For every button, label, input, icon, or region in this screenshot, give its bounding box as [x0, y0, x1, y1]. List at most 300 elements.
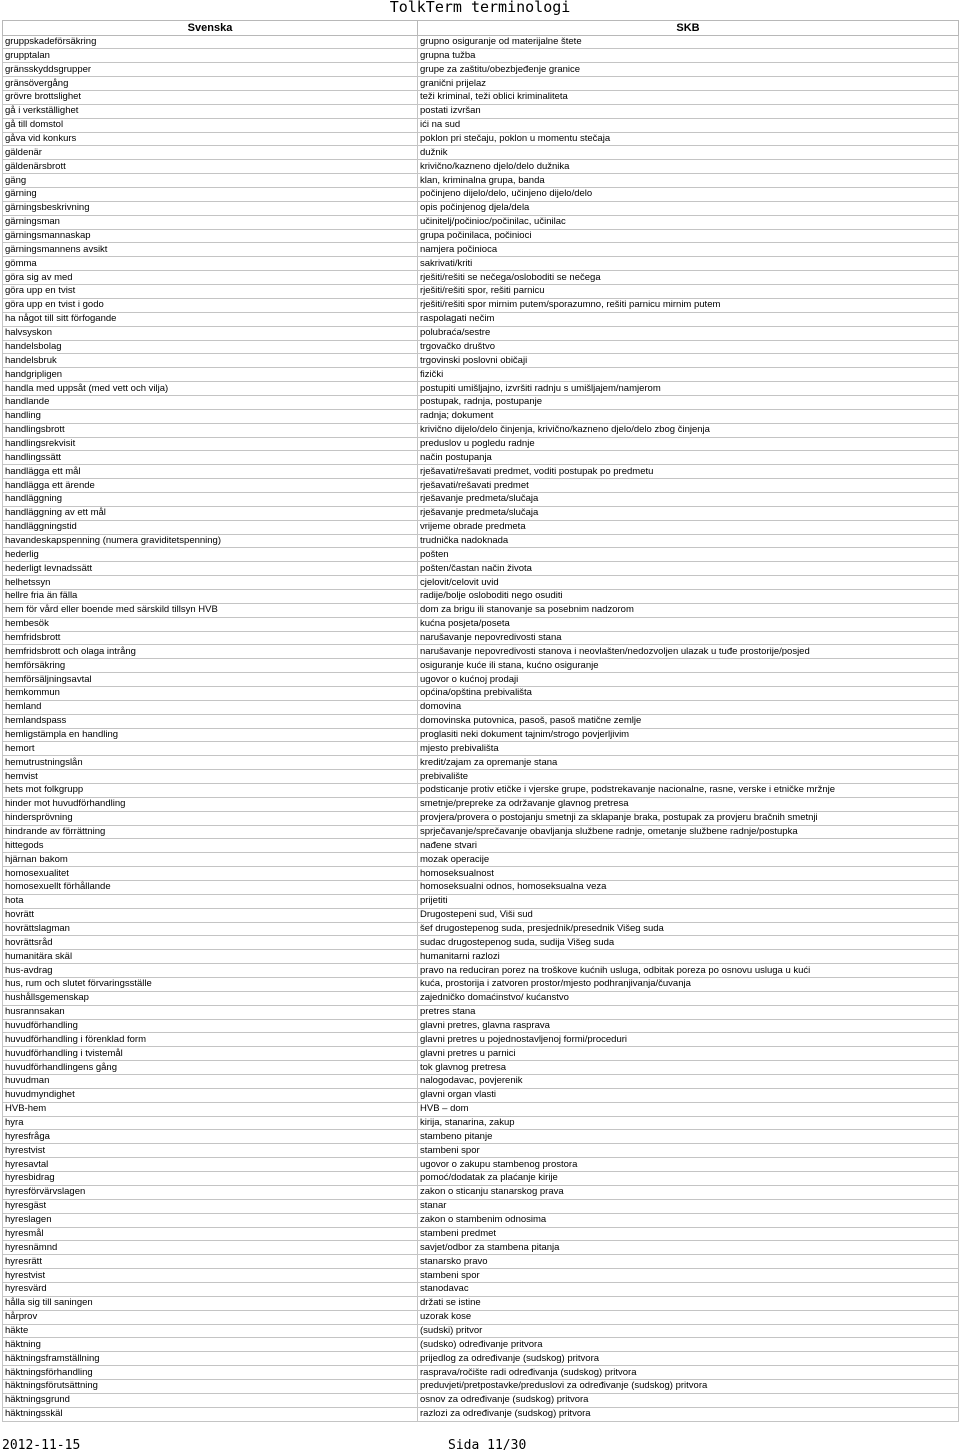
table-row — [3, 1352, 959, 1366]
table-row — [3, 978, 959, 992]
table-row — [3, 839, 959, 853]
skb-translation: pošten/častan način života — [418, 562, 959, 576]
swedish-term: hem för vård eller boende med särskild tillsyn HVB — [3, 603, 418, 617]
skb-translation: proglasiti neki dokument tajnim/strogo povjerljivim — [418, 728, 959, 742]
table-row — [3, 1185, 959, 1199]
skb-translation: HVB – dom — [418, 1102, 959, 1116]
table-row — [3, 548, 959, 562]
swedish-term: hinder mot huvudförhandling — [3, 797, 418, 811]
table-row — [3, 991, 959, 1005]
table-row — [3, 1033, 959, 1047]
skb-translation: teži kriminal, teži oblici kriminaliteta — [418, 91, 959, 105]
skb-translation: prijedlog za određivanje (sudskog) pritvora — [418, 1352, 959, 1366]
skb-translation: narušavanje nepovredivosti stana — [418, 631, 959, 645]
glossary-body — [3, 35, 959, 1421]
skb-translation: mozak operacije — [418, 853, 959, 867]
swedish-term: hyresrätt — [3, 1255, 418, 1269]
table-row — [3, 326, 959, 340]
document-title: TolkTerm terminologi — [389, 0, 571, 16]
table-row — [3, 950, 959, 964]
table-row — [3, 1324, 959, 1338]
swedish-term: hemfridsbrott och olaga intrång — [3, 645, 418, 659]
swedish-term: hemförsäkring — [3, 659, 418, 673]
skb-translation: (sudsko) određivanje pritvora — [418, 1338, 959, 1352]
swedish-term: hus-avdrag — [3, 964, 418, 978]
table-row — [3, 1282, 959, 1296]
swedish-term: hyra — [3, 1116, 418, 1130]
skb-translation: radnja; dokument — [418, 409, 959, 423]
swedish-term: hemförsäljningsavtal — [3, 673, 418, 687]
table-row — [3, 645, 959, 659]
table-row — [3, 257, 959, 271]
table-row — [3, 659, 959, 673]
swedish-term: havandeskapspenning (numera graviditetspenning) — [3, 534, 418, 548]
swedish-term: gärningsmannens avsikt — [3, 243, 418, 257]
skb-translation: šef drugostepenog suda, presjednik/presednik Višeg suda — [418, 922, 959, 936]
swedish-term: hellre fria än fälla — [3, 589, 418, 603]
table-row — [3, 118, 959, 132]
table-row — [3, 631, 959, 645]
swedish-term: huvudmyndighet — [3, 1088, 418, 1102]
swedish-term: hota — [3, 894, 418, 908]
skb-translation: način postupanja — [418, 451, 959, 465]
table-row — [3, 534, 959, 548]
skb-translation: nalogodavac, povjerenik — [418, 1075, 959, 1089]
skb-translation: preduvjeti/pretpostavke/preduslovi za određivanje (sudskog) pritvora — [418, 1379, 959, 1393]
swedish-term: huvudförhandlingens gång — [3, 1061, 418, 1075]
skb-translation: postati izvršan — [418, 104, 959, 118]
table-row — [3, 589, 959, 603]
table-row — [3, 1019, 959, 1033]
glossary-table — [2, 20, 959, 1422]
swedish-term: hindersprövning — [3, 811, 418, 825]
skb-translation: grupa počinilaca, počinioci — [418, 229, 959, 243]
swedish-term: hets mot folkgrupp — [3, 784, 418, 798]
swedish-term: hovrätt — [3, 908, 418, 922]
skb-translation: raspolagati nečim — [418, 312, 959, 326]
skb-translation: fizički — [418, 368, 959, 382]
skb-translation: glavni pretres u parnici — [418, 1047, 959, 1061]
swedish-term: gränsskyddsgrupper — [3, 63, 418, 77]
skb-translation: trgovinski poslovni običaji — [418, 354, 959, 368]
skb-translation: zakon o sticanju stanarskog prava — [418, 1185, 959, 1199]
table-row — [3, 188, 959, 202]
skb-translation: stanarsko pravo — [418, 1255, 959, 1269]
skb-translation: postupak, radnja, postupanje — [418, 395, 959, 409]
skb-translation: stambeni spor — [418, 1269, 959, 1283]
table-row — [3, 35, 959, 49]
table-row — [3, 409, 959, 423]
table-row — [3, 728, 959, 742]
skb-translation: stanodavac — [418, 1282, 959, 1296]
swedish-term: handlägga ett mål — [3, 465, 418, 479]
table-row — [3, 104, 959, 118]
skb-translation: glavni pretres u pojednostavljenoj formi/proceduri — [418, 1033, 959, 1047]
footer-page-number: Sida 11/30 — [448, 1438, 527, 1453]
skb-translation: kuća, prostorija i zatvoren prostor/mjesto podhranjivanja/čuvanja — [418, 978, 959, 992]
swedish-term: hederlig — [3, 548, 418, 562]
table-row — [3, 146, 959, 160]
skb-translation: krivično dijelo/delo činjenja, krivično/kazneno djelo/delo zbog činjenja — [418, 423, 959, 437]
skb-translation: prebivalište — [418, 770, 959, 784]
column-header-swedish: Svenska — [3, 21, 418, 36]
table-row — [3, 1144, 959, 1158]
swedish-term: hårprov — [3, 1310, 418, 1324]
table-row — [3, 1407, 959, 1421]
skb-translation: rasprava/ročište radi određivanja (sudskog) pritvora — [418, 1366, 959, 1380]
skb-translation: mjesto prebivališta — [418, 742, 959, 756]
swedish-term: gärning — [3, 188, 418, 202]
table-row — [3, 1199, 959, 1213]
skb-translation: domovinska putovnica, pasoš, pasoš matične zemlje — [418, 714, 959, 728]
skb-translation: glavni organ vlasti — [418, 1088, 959, 1102]
swedish-term: huvudman — [3, 1075, 418, 1089]
skb-translation: počinjeno dijelo/delo, učinjeno dijelo/delo — [418, 188, 959, 202]
swedish-term: handla med uppsåt (med vett och vilja) — [3, 382, 418, 396]
swedish-term: hovrättsråd — [3, 936, 418, 950]
skb-translation: kućna posjeta/poseta — [418, 617, 959, 631]
swedish-term: göra upp en tvist i godo — [3, 298, 418, 312]
swedish-term: husrannsakan — [3, 1005, 418, 1019]
swedish-term: handlingssätt — [3, 451, 418, 465]
table-row — [3, 1172, 959, 1186]
footer-date: 2012-11-15 — [2, 1438, 81, 1453]
swedish-term: hemfridsbrott — [3, 631, 418, 645]
table-row — [3, 784, 959, 798]
table-row — [3, 492, 959, 506]
table-row — [3, 1158, 959, 1172]
table-row — [3, 825, 959, 839]
swedish-term: homosexualitet — [3, 867, 418, 881]
table-row — [3, 77, 959, 91]
skb-translation: narušavanje nepovredivosti stanova i neovlašten/nedozvoljen ulazak u tuđe prostorije/posjed — [418, 645, 959, 659]
table-row — [3, 1061, 959, 1075]
swedish-term: hemutrustningslån — [3, 756, 418, 770]
skb-translation: dom za brigu ili stanovanje sa posebnim nadzorom — [418, 603, 959, 617]
swedish-term: gärningsbeskrivning — [3, 201, 418, 215]
table-row — [3, 465, 959, 479]
swedish-term: hyrestvist — [3, 1269, 418, 1283]
swedish-term: huvudförhandling i tvistemål — [3, 1047, 418, 1061]
skb-translation: granični prijelaz — [418, 77, 959, 91]
swedish-term: huvudförhandling i förenklad form — [3, 1033, 418, 1047]
swedish-term: hålla sig till saningen — [3, 1296, 418, 1310]
table-row — [3, 714, 959, 728]
skb-translation: savjet/odbor za stambena pitanja — [418, 1241, 959, 1255]
table-row — [3, 479, 959, 493]
skb-translation: rješavati/rešavati predmet — [418, 479, 959, 493]
skb-translation: preduslov u pogledu radnje — [418, 437, 959, 451]
swedish-term: handlägga ett ärende — [3, 479, 418, 493]
column-header-skb: SKB — [418, 21, 959, 36]
skb-translation: radije/bolje osloboditi nego osuditi — [418, 589, 959, 603]
table-row — [3, 1338, 959, 1352]
skb-translation: općina/opština prebivališta — [418, 686, 959, 700]
table-row — [3, 1116, 959, 1130]
swedish-term: huvudförhandling — [3, 1019, 418, 1033]
swedish-term: göra sig av med — [3, 271, 418, 285]
skb-translation: trudnička nadoknada — [418, 534, 959, 548]
table-row — [3, 160, 959, 174]
table-row — [3, 770, 959, 784]
skb-translation: stanar — [418, 1199, 959, 1213]
skb-translation: kredit/zajam za opremanje stana — [418, 756, 959, 770]
table-row — [3, 673, 959, 687]
table-row — [3, 298, 959, 312]
skb-translation: homoseksualnost — [418, 867, 959, 881]
table-row — [3, 1241, 959, 1255]
table-row — [3, 686, 959, 700]
swedish-term: hyresavtal — [3, 1158, 418, 1172]
table-row — [3, 576, 959, 590]
table-row — [3, 756, 959, 770]
skb-translation: opis počinjenog djela/dela — [418, 201, 959, 215]
swedish-term: gäldenärsbrott — [3, 160, 418, 174]
skb-translation: rješavati/rešavati predmet, voditi postupak po predmetu — [418, 465, 959, 479]
table-row — [3, 215, 959, 229]
swedish-term: göra upp en tvist — [3, 285, 418, 299]
swedish-term: handgripligen — [3, 368, 418, 382]
table-row — [3, 1047, 959, 1061]
swedish-term: handlingsbrott — [3, 423, 418, 437]
swedish-term: gåva vid konkurs — [3, 132, 418, 146]
table-row — [3, 368, 959, 382]
swedish-term: häktningsförhandling — [3, 1366, 418, 1380]
table-row — [3, 742, 959, 756]
swedish-term: hembesök — [3, 617, 418, 631]
table-row — [3, 49, 959, 63]
skb-translation: trgovačko društvo — [418, 340, 959, 354]
skb-translation: učinitelj/počinioc/počinilac, učinilac — [418, 215, 959, 229]
skb-translation: krivično/kazneno djelo/delo dužnika — [418, 160, 959, 174]
skb-translation: glavni pretres, glavna rasprava — [418, 1019, 959, 1033]
swedish-term: handlande — [3, 395, 418, 409]
skb-translation: nađene stvari — [418, 839, 959, 853]
swedish-term: hushållsgemenskap — [3, 991, 418, 1005]
table-row — [3, 908, 959, 922]
swedish-term: HVB-hem — [3, 1102, 418, 1116]
swedish-term: hyresbidrag — [3, 1172, 418, 1186]
table-row — [3, 936, 959, 950]
swedish-term: ha något till sitt förfogande — [3, 312, 418, 326]
swedish-term: hemkommun — [3, 686, 418, 700]
table-row — [3, 922, 959, 936]
table-row — [3, 1130, 959, 1144]
skb-translation: domovina — [418, 700, 959, 714]
swedish-term: gärningsman — [3, 215, 418, 229]
swedish-term: gå till domstol — [3, 118, 418, 132]
skb-translation: ići na sud — [418, 118, 959, 132]
swedish-term: häkte — [3, 1324, 418, 1338]
table-row — [3, 395, 959, 409]
swedish-term: grövre brottslighet — [3, 91, 418, 105]
table-row — [3, 1296, 959, 1310]
swedish-term: hovrättslagman — [3, 922, 418, 936]
skb-translation: klan, kriminalna grupa, banda — [418, 174, 959, 188]
swedish-term: grupptalan — [3, 49, 418, 63]
table-row — [3, 91, 959, 105]
skb-translation: tok glavnog pretresa — [418, 1061, 959, 1075]
skb-translation: zajedničko domaćinstvo/ kućanstvo — [418, 991, 959, 1005]
swedish-term: hemland — [3, 700, 418, 714]
table-row — [3, 1269, 959, 1283]
skb-translation: sudac drugostepenog suda, sudija Višeg suda — [418, 936, 959, 950]
swedish-term: hyresnämnd — [3, 1241, 418, 1255]
swedish-term: hemligstämpla en handling — [3, 728, 418, 742]
swedish-term: gränsövergång — [3, 77, 418, 91]
swedish-term: hemvist — [3, 770, 418, 784]
skb-translation: rješavanje predmeta/slučaja — [418, 492, 959, 506]
table-row — [3, 617, 959, 631]
skb-translation: sakrivati/kriti — [418, 257, 959, 271]
skb-translation: rješiti/rešiti spor, rešiti parnicu — [418, 285, 959, 299]
swedish-term: handelsbolag — [3, 340, 418, 354]
table-row — [3, 1366, 959, 1380]
skb-translation: stambeno pitanje — [418, 1130, 959, 1144]
swedish-term: hus, rum och slutet förvaringsställe — [3, 978, 418, 992]
skb-translation: postupiti umišljajno, izvršiti radnju s umišljajem/namjerom — [418, 382, 959, 396]
skb-translation: grupe za zaštitu/obezbjeđenje granice — [418, 63, 959, 77]
table-row — [3, 853, 959, 867]
swedish-term: hyresmål — [3, 1227, 418, 1241]
skb-translation: smetnje/prepreke za održavanje glavnog pretresa — [418, 797, 959, 811]
table-header-row — [3, 21, 959, 36]
table-row — [3, 174, 959, 188]
skb-translation: Drugostepeni sud, Viši sud — [418, 908, 959, 922]
swedish-term: hindrande av förrättning — [3, 825, 418, 839]
table-row — [3, 229, 959, 243]
table-row — [3, 1310, 959, 1324]
swedish-term: hederligt levnadssätt — [3, 562, 418, 576]
skb-translation: rješiti/rešiti spor mirnim putem/sporazumno, rešiti parnicu mirnim putem — [418, 298, 959, 312]
swedish-term: häktningsframställning — [3, 1352, 418, 1366]
table-row — [3, 285, 959, 299]
swedish-term: humanitära skäl — [3, 950, 418, 964]
table-row — [3, 63, 959, 77]
swedish-term: hjärnan bakom — [3, 853, 418, 867]
swedish-term: gömma — [3, 257, 418, 271]
swedish-term: hyresgäst — [3, 1199, 418, 1213]
skb-translation: (sudski) pritvor — [418, 1324, 959, 1338]
table-row — [3, 881, 959, 895]
swedish-term: halvsyskon — [3, 326, 418, 340]
table-row — [3, 1255, 959, 1269]
swedish-term: hyresvärd — [3, 1282, 418, 1296]
skb-translation: pravo na reduciran porez na troškove kućnih usluga, odbitak poreza po osnovu usluga u kući — [418, 964, 959, 978]
skb-translation: humanitarni razlozi — [418, 950, 959, 964]
skb-translation: poklon pri stečaju, poklon u momentu stečaja — [418, 132, 959, 146]
swedish-term: handelsbruk — [3, 354, 418, 368]
swedish-term: handläggning — [3, 492, 418, 506]
swedish-term: häktningsgrund — [3, 1393, 418, 1407]
skb-translation: stambeni spor — [418, 1144, 959, 1158]
skb-translation: polubraća/sestre — [418, 326, 959, 340]
table-row — [3, 340, 959, 354]
skb-translation: namjera počinioca — [418, 243, 959, 257]
swedish-term: helhetssyn — [3, 576, 418, 590]
swedish-term: hemort — [3, 742, 418, 756]
skb-translation: razlozi za određivanje (sudskog) pritvora — [418, 1407, 959, 1421]
skb-translation: dužnik — [418, 146, 959, 160]
swedish-term: hittegods — [3, 839, 418, 853]
skb-translation: uzorak kose — [418, 1310, 959, 1324]
table-row — [3, 1088, 959, 1102]
skb-translation: držati se istine — [418, 1296, 959, 1310]
skb-translation: rješiti/rešiti se nečega/osloboditi se nečega — [418, 271, 959, 285]
swedish-term: handling — [3, 409, 418, 423]
swedish-term: handläggningstid — [3, 520, 418, 534]
swedish-term: handläggning av ett mål — [3, 506, 418, 520]
table-row — [3, 562, 959, 576]
skb-translation: zakon o stambenim odnosima — [418, 1213, 959, 1227]
skb-translation: rješavanje predmeta/slučaja — [418, 506, 959, 520]
table-row — [3, 451, 959, 465]
skb-translation: kirija, stanarina, zakup — [418, 1116, 959, 1130]
table-row — [3, 382, 959, 396]
skb-translation: prijetiti — [418, 894, 959, 908]
table-row — [3, 1005, 959, 1019]
swedish-term: hyreslagen — [3, 1213, 418, 1227]
skb-translation: pomoć/dodatak za plaćanje kirije — [418, 1172, 959, 1186]
skb-translation: osiguranje kuće ili stana, kućno osiguranje — [418, 659, 959, 673]
swedish-term: hyrestvist — [3, 1144, 418, 1158]
table-row — [3, 1227, 959, 1241]
table-row — [3, 867, 959, 881]
table-row — [3, 1213, 959, 1227]
swedish-term: häktning — [3, 1338, 418, 1352]
swedish-term: homosexuellt förhållande — [3, 881, 418, 895]
skb-translation: pretres stana — [418, 1005, 959, 1019]
table-row — [3, 603, 959, 617]
swedish-term: gäldenär — [3, 146, 418, 160]
swedish-term: gärningsmannaskap — [3, 229, 418, 243]
table-row — [3, 1102, 959, 1116]
swedish-term: häktningsskäl — [3, 1407, 418, 1421]
skb-translation: homoseksualni odnos, homoseksualna veza — [418, 881, 959, 895]
table-row — [3, 201, 959, 215]
table-row — [3, 964, 959, 978]
table-row — [3, 894, 959, 908]
table-row — [3, 312, 959, 326]
table-row — [3, 243, 959, 257]
skb-translation: grupno osiguranje od materijalne štete — [418, 35, 959, 49]
skb-translation: vrijeme obrade predmeta — [418, 520, 959, 534]
skb-translation: grupna tužba — [418, 49, 959, 63]
table-row — [3, 132, 959, 146]
skb-translation: provjera/provera o postojanju smetnji za sklapanje braka, postupak za provjeru bračnih smetnji — [418, 811, 959, 825]
swedish-term: häktningsförutsättning — [3, 1379, 418, 1393]
skb-translation: pošten — [418, 548, 959, 562]
swedish-term: hemlandspass — [3, 714, 418, 728]
table-row — [3, 354, 959, 368]
table-row — [3, 1379, 959, 1393]
skb-translation: sprječavanje/sprečavanje obavljanja službene radnje, ometanje službene radnje/postupka — [418, 825, 959, 839]
table-row — [3, 423, 959, 437]
swedish-term: hyresfråga — [3, 1130, 418, 1144]
table-row — [3, 797, 959, 811]
table-row — [3, 520, 959, 534]
table-row — [3, 1075, 959, 1089]
skb-translation: ugovor o zakupu stambenog prostora — [418, 1158, 959, 1172]
table-row — [3, 506, 959, 520]
table-row — [3, 437, 959, 451]
table-row — [3, 271, 959, 285]
skb-translation: cjelovit/celovit uvid — [418, 576, 959, 590]
swedish-term: gäng — [3, 174, 418, 188]
skb-translation: osnov za određivanje (sudskog) pritvora — [418, 1393, 959, 1407]
table-row — [3, 811, 959, 825]
swedish-term: handlingsrekvisit — [3, 437, 418, 451]
